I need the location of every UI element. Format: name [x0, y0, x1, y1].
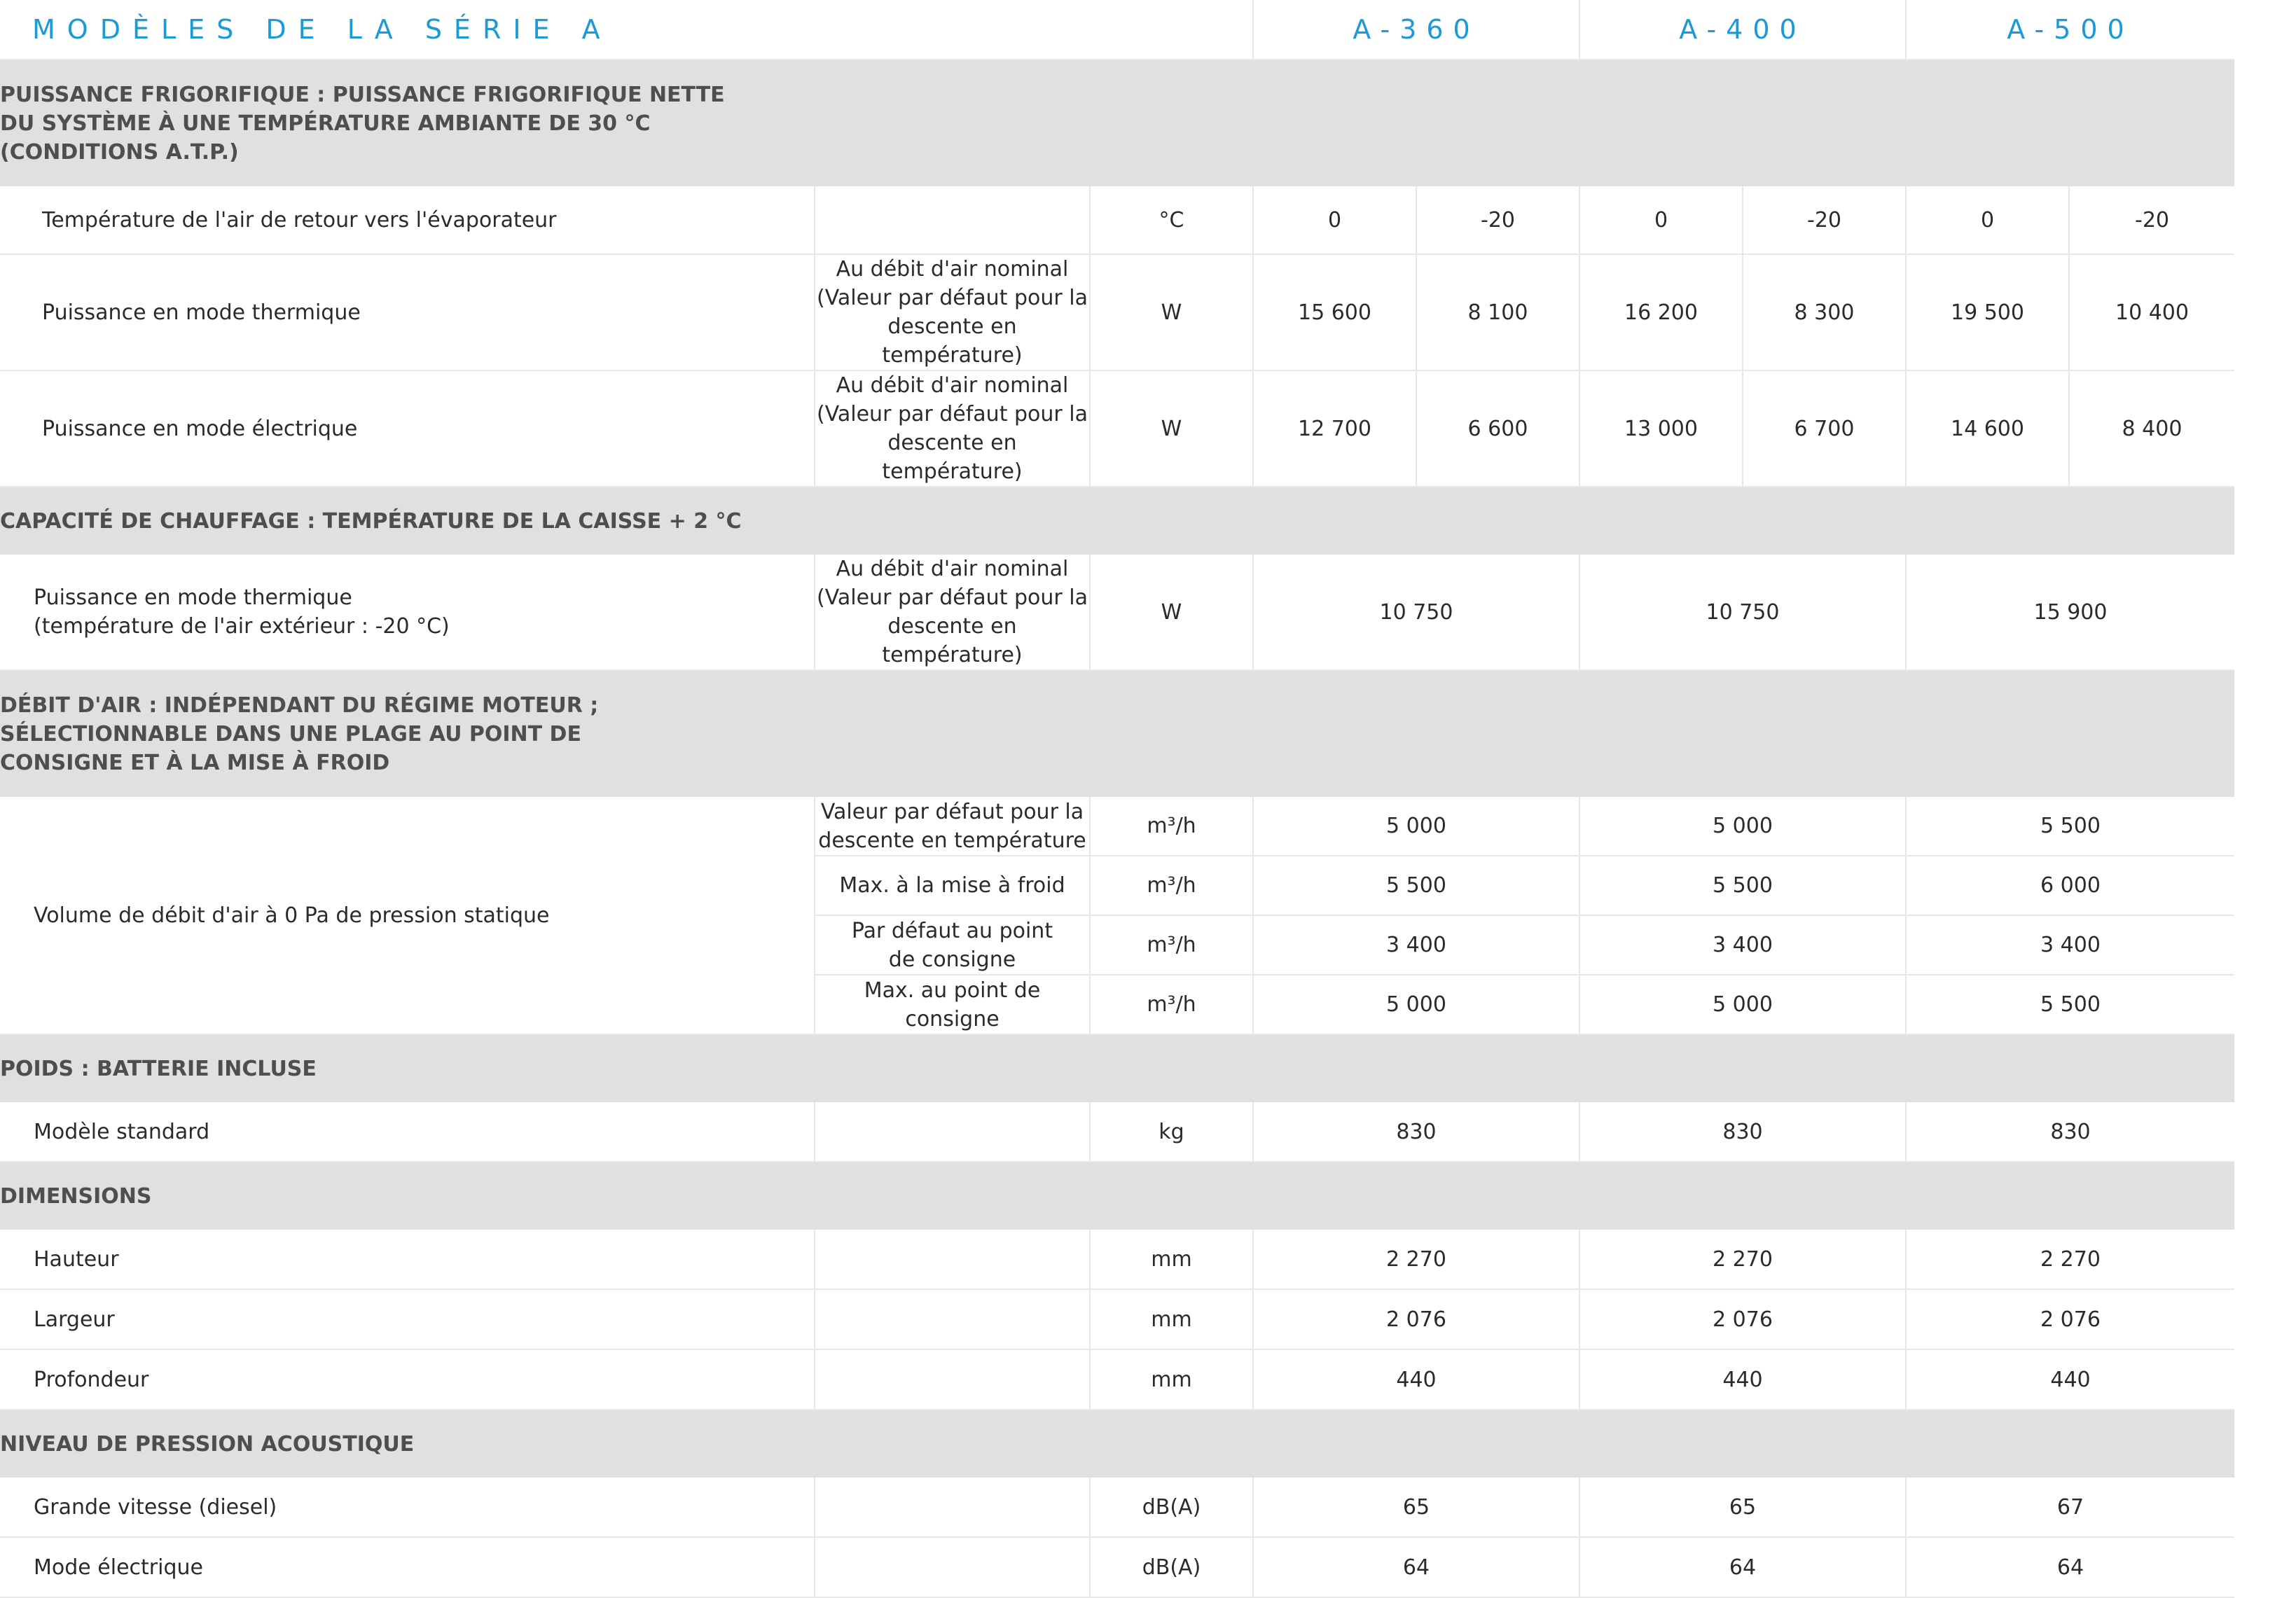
desc-line: Au débit d'air nominal — [836, 557, 1069, 581]
row-label: Volume de débit d'air à 0 Pa de pression statique — [0, 797, 815, 1034]
desc-line: (Valeur par défaut pour la — [816, 402, 1088, 426]
cell-value: 10 750 — [1253, 555, 1579, 670]
table-row — [0, 370, 2234, 487]
cell-value: 8 300 — [1743, 254, 1906, 370]
desc-line: descente en température) — [882, 431, 1023, 484]
row-unit: m³/h — [1090, 856, 1253, 915]
cell-value: 14 600 — [1906, 370, 2069, 487]
table-row — [0, 1289, 2234, 1349]
row-label: Profondeur — [0, 1349, 815, 1410]
section-title-line: (CONDITIONS A.T.P.) — [0, 139, 239, 165]
table-title: MODÈLES DE LA SÉRIE A — [0, 0, 1253, 60]
row-unit: kg — [1090, 1102, 1253, 1162]
desc-line: Par défaut au point — [851, 918, 1053, 943]
row-unit: dB(A) — [1090, 1478, 1253, 1537]
desc-line: descente en température — [818, 828, 1086, 853]
cell-value: 2 076 — [1906, 1289, 2234, 1349]
section-header-airflow — [0, 670, 2234, 797]
cell-value: 64 — [1906, 1537, 2234, 1597]
cell-value: 5 500 — [1253, 856, 1579, 915]
cell-value: 5 500 — [1906, 797, 2234, 856]
section-title: DIMENSIONS — [0, 1162, 2234, 1230]
label-line: Puissance en mode thermique — [34, 585, 352, 610]
cell-value: 2 270 — [1253, 1230, 1579, 1289]
cell-value: 5 500 — [1579, 856, 1906, 915]
row-description — [815, 915, 1090, 975]
row-description — [815, 1289, 1090, 1349]
cell-value: -20 — [1416, 186, 1579, 254]
cell-value: 6 700 — [1743, 370, 1906, 487]
cell-value: 2 270 — [1906, 1230, 2234, 1289]
section-header-dimensions — [0, 1162, 2234, 1230]
cell-value: 3 400 — [1906, 915, 2234, 975]
row-unit: m³/h — [1090, 975, 1253, 1034]
table-row — [0, 797, 2234, 856]
row-label: Température de l'air de retour vers l'évaporateur — [0, 186, 815, 254]
desc-line: descente en température) — [882, 314, 1023, 368]
desc-line: descente en température) — [882, 614, 1023, 667]
cell-value: 440 — [1906, 1349, 2234, 1410]
cell-value: 8 100 — [1416, 254, 1579, 370]
row-label: Modèle standard — [0, 1102, 815, 1162]
cell-value: 830 — [1579, 1102, 1906, 1162]
cell-value: 830 — [1906, 1102, 2234, 1162]
cell-value: 5 000 — [1253, 975, 1579, 1034]
row-description — [815, 1230, 1090, 1289]
section-title: CAPACITÉ DE CHAUFFAGE : TEMPÉRATURE DE LA CAISSE + 2 °C — [0, 487, 2234, 555]
model-header-a500: A-500 — [1906, 0, 2234, 60]
row-label: Largeur — [0, 1289, 815, 1349]
row-label: Puissance en mode électrique — [0, 370, 815, 487]
table-header-row — [0, 0, 2234, 60]
section-title-line: SÉLECTIONNABLE DANS UNE PLAGE AU POINT DE — [0, 721, 581, 746]
cell-value: 65 — [1579, 1478, 1906, 1537]
cell-value: 6 000 — [1906, 856, 2234, 915]
row-unit: W — [1090, 555, 1253, 670]
row-unit: mm — [1090, 1349, 1253, 1410]
table-row — [0, 1478, 2234, 1537]
section-header-weight — [0, 1034, 2234, 1102]
cell-value: 16 200 — [1579, 254, 1743, 370]
row-unit: °C — [1090, 186, 1253, 254]
row-description — [815, 186, 1090, 254]
cell-value: 5 000 — [1253, 797, 1579, 856]
row-unit: mm — [1090, 1230, 1253, 1289]
row-description: Max. à la mise à froid — [815, 856, 1090, 915]
desc-line: Valeur par défaut pour la — [820, 799, 1084, 824]
label-line: (température de l'air extérieur : -20 °C) — [34, 614, 450, 639]
row-description — [815, 1349, 1090, 1410]
cell-value: 64 — [1253, 1537, 1579, 1597]
cell-value: 15 600 — [1253, 254, 1416, 370]
cell-value: 0 — [1906, 186, 2069, 254]
row-unit: m³/h — [1090, 797, 1253, 856]
cell-value: 6 600 — [1416, 370, 1579, 487]
cell-value: 5 000 — [1579, 975, 1906, 1034]
desc-line: Au débit d'air nominal — [836, 373, 1069, 398]
cell-value: 3 400 — [1579, 915, 1906, 975]
cell-value: 8 400 — [2069, 370, 2234, 487]
table-row — [0, 186, 2234, 254]
row-description — [815, 370, 1090, 487]
section-title-line: DU SYSTÈME À UNE TEMPÉRATURE AMBIANTE DE 30 °C — [0, 111, 651, 136]
row-description — [815, 555, 1090, 670]
cell-value: 15 900 — [1906, 555, 2234, 670]
section-header-acoustic — [0, 1410, 2234, 1478]
desc-line: de consigne — [888, 947, 1016, 972]
row-label: Hauteur — [0, 1230, 815, 1289]
table-row — [0, 1102, 2234, 1162]
desc-line: Au débit d'air nominal — [836, 257, 1069, 282]
desc-line: (Valeur par défaut pour la — [816, 585, 1088, 610]
section-header-cooling — [0, 60, 2234, 186]
cell-value: -20 — [2069, 186, 2234, 254]
cell-value: 2 076 — [1579, 1289, 1906, 1349]
table-row — [0, 1349, 2234, 1410]
row-label — [0, 555, 815, 670]
cell-value: 0 — [1579, 186, 1743, 254]
cell-value: 10 750 — [1579, 555, 1906, 670]
row-unit: dB(A) — [1090, 1537, 1253, 1597]
row-description — [815, 1478, 1090, 1537]
section-title-line: PUISSANCE FRIGORIFIQUE : PUISSANCE FRIGORIFIQUE NETTE — [0, 82, 725, 107]
row-description — [815, 797, 1090, 856]
row-description — [815, 254, 1090, 370]
cell-value: 10 400 — [2069, 254, 2234, 370]
cell-value: 3 400 — [1253, 915, 1579, 975]
cell-value: 13 000 — [1579, 370, 1743, 487]
desc-line: (Valeur par défaut pour la — [816, 286, 1088, 310]
cell-value: 0 — [1253, 186, 1416, 254]
cell-value: 65 — [1253, 1478, 1579, 1537]
cell-value: 5 000 — [1579, 797, 1906, 856]
cell-value: 2 076 — [1253, 1289, 1579, 1349]
row-unit: W — [1090, 370, 1253, 487]
cell-value: 64 — [1579, 1537, 1906, 1597]
section-title-line: DÉBIT D'AIR : INDÉPENDANT DU RÉGIME MOTEUR ; — [0, 693, 599, 718]
section-title-line: CONSIGNE ET À LA MISE À FROID — [0, 750, 390, 775]
row-description — [815, 1102, 1090, 1162]
row-description: Max. au point de consigne — [815, 975, 1090, 1034]
cell-value: 830 — [1253, 1102, 1579, 1162]
section-title: POIDS : BATTERIE INCLUSE — [0, 1034, 2234, 1102]
row-unit: m³/h — [1090, 915, 1253, 975]
model-header-a360: A-360 — [1253, 0, 1579, 60]
row-label: Puissance en mode thermique — [0, 254, 815, 370]
row-label: Grande vitesse (diesel) — [0, 1478, 815, 1537]
cell-value: 2 270 — [1579, 1230, 1906, 1289]
cell-value: -20 — [1743, 186, 1906, 254]
table-row — [0, 1230, 2234, 1289]
row-label: Mode électrique — [0, 1537, 815, 1597]
model-header-a400: A-400 — [1579, 0, 1906, 60]
row-unit: mm — [1090, 1289, 1253, 1349]
table-row — [0, 254, 2234, 370]
cell-value: 19 500 — [1906, 254, 2069, 370]
cell-value: 12 700 — [1253, 370, 1416, 487]
table-row — [0, 555, 2234, 670]
cell-value: 67 — [1906, 1478, 2234, 1537]
cell-value: 440 — [1253, 1349, 1579, 1410]
row-unit: W — [1090, 254, 1253, 370]
section-header-heating — [0, 487, 2234, 555]
section-title: NIVEAU DE PRESSION ACOUSTIQUE — [0, 1410, 2234, 1478]
cell-value: 440 — [1579, 1349, 1906, 1410]
cell-value: 5 500 — [1906, 975, 2234, 1034]
row-description — [815, 1537, 1090, 1597]
table-row — [0, 1537, 2234, 1597]
